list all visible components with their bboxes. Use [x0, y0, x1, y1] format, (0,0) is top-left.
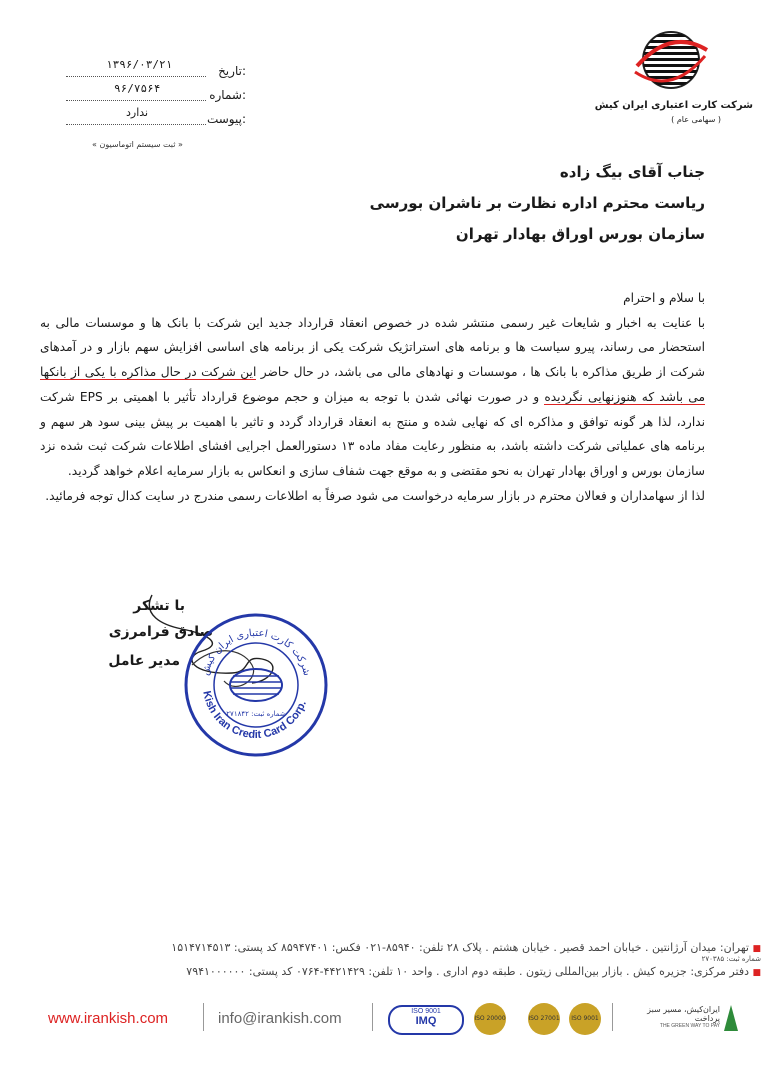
- paragraph-2: لذا از سهامداران و فعالان محترم در بازار سرمایه درخواست می شود صرفاً به اطلاعات رسمی مندرج در سایت کدال توجه فرمائید.: [45, 488, 705, 503]
- recipient-title: ریاست محترم اداره نظارت بر ناشران بورسی: [369, 194, 705, 212]
- attachment-row: [66, 106, 246, 134]
- iso-20000-badge: ISO 20000: [474, 1003, 506, 1035]
- number-label: شماره:: [209, 88, 246, 102]
- paragraph-1: [40, 311, 705, 484]
- footer-divider: [372, 1003, 373, 1031]
- signatory-title: مدیر عامل: [108, 653, 180, 669]
- iso-27001-badge: ISO 27001: [528, 1003, 560, 1035]
- paragraph-1-part-a: با عنایت به اخبار و شایعات غیر رسمی منتشر شده در خصوص انعقاد قرارداد جدید این شرکت با بانک ها و موسسات مالی به استحضار می رساند، پیرو سیاست ها و برنامه های استراتژیک شرکت یکی از برنامه های اساسی افزایش سهم بازار و در آمدهای شرکت از طریق مذاکره با بانک ها ، موسسات و نهادهای مالی می باشد، در حال حاضر: [40, 315, 706, 380]
- number-value: ۹۶/۷۵۶۴: [114, 82, 161, 95]
- signature-thanks: با تشکر: [133, 598, 185, 614]
- company-type: ( سهامی عام ): [671, 115, 721, 124]
- iso-9001-logo: ISO 9001 IMQ: [388, 1005, 464, 1035]
- footer-divider: [203, 1003, 204, 1031]
- stamp-icon: [183, 612, 329, 758]
- iso-9001-badge: ISO 9001: [569, 1003, 601, 1035]
- logo-icon: [631, 20, 711, 100]
- email-link[interactable]: info@irankish.com: [218, 1010, 342, 1027]
- company-name: شرکت کارت اعتباری ایران کیش: [594, 100, 753, 111]
- tree-icon: [724, 1005, 738, 1031]
- footer-kish-address: ■ دفتر مرکزی: جزیره کیش . بازار بین‌المللی زیتون . طبقه دوم اداری . واحد ۱۰ تلفن: ۴۴۲۱۴۲۹-۰۷۶۴ کد پستی: ۷۹۴۱۰۰۰۰۰۰: [186, 965, 761, 978]
- recipient-org: سازمان بورس اوراق بهادار تهران: [455, 225, 705, 243]
- paragraph-1-part-b: و در صورت نهائی شدن با توجه به میزان و حجم موضوع قرارداد تأثیر با اهمیتی بر EPS شرکت ندارد، لذا هر گونه توافق و مذاکره ای که نهایی شده و منتج به انعقاد قرارداد گردد و تاثیر با اهمیت بر پیش بینی سود هر سهم و برنامه های عملیاتی شرکت داشته باشد، به منظور رعایت مفاد ماده ۱۳ دستورالعمل اجرایی افشای اطلاعات شرکت ثبت شده نزد سازمان بورس و اوراق بهادار تهران به نحو مقتضی و به موقع جهت شفاف سازی و انعکاس به بازار سرمایه اعلام خواهد گردید.: [40, 389, 705, 478]
- recipient-name: جناب آقای بیگ زاده: [559, 163, 705, 181]
- company-logo: [631, 20, 711, 100]
- number-row: [66, 82, 246, 110]
- automation-tagline: « ثبت سیستم اتوماسیون »: [92, 140, 183, 149]
- date-dots: [66, 76, 206, 77]
- stamp-text-fa: شرکت کارت اعتباری ایران کیش: [199, 627, 313, 678]
- footer-divider: [612, 1003, 613, 1031]
- date-label: تاریخ:: [218, 64, 246, 78]
- stamp-text-en: Kish Iran Credit Card Corp.: [200, 689, 309, 742]
- letter-body: [40, 286, 705, 508]
- attachment-dots: [66, 124, 206, 125]
- green-way-logo: ایران‌کیش، مسیر سبز پرداخت THE GREEN WAY TO PAY: [628, 1005, 738, 1033]
- bullet-square-icon: ■: [752, 944, 761, 954]
- highlighted-text: این شرکت در حال مذاکره با یکی از بانکها می باشد که هنوزنهایی نگردیده: [40, 365, 705, 404]
- website-link[interactable]: www.irankish.com: [48, 1010, 169, 1027]
- greeting: با سلام و احترام: [623, 291, 705, 305]
- signatory-name: صادق فرامرزی: [108, 624, 213, 640]
- company-stamp: [183, 612, 329, 758]
- stamp-registration: شماره ثبت: ۲۷۱۸۴۲: [226, 710, 286, 718]
- attachment-value: ندارد: [126, 106, 149, 119]
- footer-registration: شماره ثبت: ۲۷۰۳۸۵: [701, 955, 761, 963]
- date-value: ۱۳۹۶/۰۳/۲۱: [106, 58, 173, 71]
- number-dots: [66, 100, 206, 101]
- attachment-label: پیوست:: [206, 112, 246, 126]
- footer-tehran-address: ■ تهران: میدان آرژانتین . خیابان احمد قصیر . خیابان هشتم . پلاک ۲۸ تلفن: ۸۵۹۴۰-۰۲۱ فکس: ۸۵۹۴۷۴۰۱ کد پستی: ۱۵۱۴۷۱۴۵۱۳: [171, 941, 761, 954]
- bullet-square-icon: ■: [752, 968, 761, 978]
